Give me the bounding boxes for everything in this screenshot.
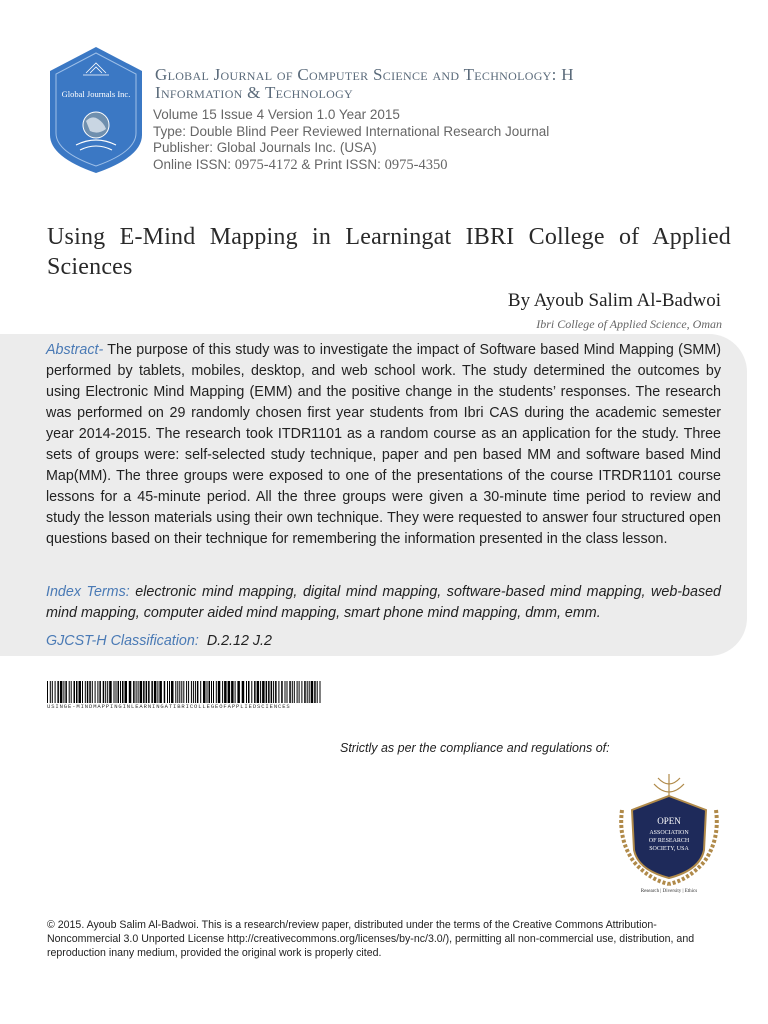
author-name: By Ayoub Salim Al-Badwoi	[507, 290, 721, 311]
barcode-bar	[317, 681, 318, 703]
journal-title-line2: Information & Technology	[155, 83, 353, 102]
journal-title-line1: Global Journal of Computer Science and Technology: H	[155, 65, 574, 84]
barcode-bar	[197, 681, 199, 703]
barcode-bar	[103, 681, 105, 703]
barcode-bar	[294, 681, 295, 703]
barcode-bar	[287, 681, 288, 703]
index-terms-text: electronic mind mapping, digital mind mapping, software-based mind mapping, web-based mind mapping, computer aided mind mapping, smart phone mind mapping, dmm, emm.	[46, 584, 721, 621]
barcode-bar	[271, 681, 273, 703]
journal-title	[155, 66, 574, 102]
barcode-bar	[301, 681, 302, 703]
barcode-bar	[281, 681, 283, 703]
barcode-bar	[320, 681, 321, 703]
barcode-bar	[136, 681, 137, 703]
issn-print-label: & Print ISSN:	[297, 156, 385, 172]
seal-line2: ASSOCIATION	[649, 830, 689, 836]
index-terms	[46, 582, 721, 624]
barcode-bar	[169, 681, 170, 703]
barcode-bar	[138, 681, 139, 703]
barcode-bar	[228, 681, 231, 703]
barcode-bar	[133, 681, 135, 703]
barcode-bar	[146, 681, 148, 703]
oars-seal	[614, 770, 724, 894]
barcode-bar	[50, 681, 51, 703]
barcode-bar	[181, 681, 182, 703]
barcode-bar	[231, 681, 234, 703]
barcode-bar	[297, 681, 298, 703]
publisher-info: Publisher: Global Journals Inc. (USA)	[153, 140, 377, 155]
barcode-bar	[57, 681, 59, 703]
barcode-bar	[129, 681, 132, 703]
barcode-bar	[65, 681, 67, 703]
barcode-bar	[107, 681, 108, 703]
logo-text: Global Journals Inc.	[61, 89, 131, 99]
barcode-bar	[109, 681, 112, 703]
barcode-bar	[191, 681, 192, 703]
journal-meta	[153, 107, 549, 173]
barcode-bar	[251, 681, 252, 703]
barcode-bar	[87, 681, 89, 703]
abstract-text: The purpose of this study was to investigate the impact of Software based Mind Mapping (SMM) performed by tablets, mobiles, desktop, and web school work. The study determined the outcomes by using Electronic Mind Mapping (EMM) and the positive change in the students’ responses. The research was performed on 29 randomly chosen first year students from Ibri CAS during the academic semester year 2014-2015. The research took ITDR1101 as a random course as an application for the study. Three sets of groups were: self-selected study technique, paper and pen based MM and software based Mind Map(MM). The three groups were exposed to one of the presentations of the course ITRDR1101 course lessons for a 45-minute period. All the three groups were given a 30-minute time period to review and study the lesson materials using their own technique. They were requested to answer four structured open questions based on their technique for remembering the information presented in the class lesson.	[46, 342, 721, 547]
barcode-bar	[52, 681, 53, 703]
barcode-bar	[266, 681, 268, 703]
barcode-bar	[273, 681, 274, 703]
abstract	[46, 340, 721, 550]
classification-value: D.2.12 J.2	[206, 633, 272, 649]
barcode-bar	[175, 681, 176, 703]
barcode-bar	[99, 681, 101, 703]
barcode-bar	[47, 681, 48, 703]
barcode-bar	[82, 681, 83, 703]
journal-type: Type: Double Blind Peer Reviewed International Research Journal	[153, 123, 550, 139]
barcode-bar	[148, 681, 150, 703]
barcode-bar	[167, 681, 168, 703]
barcode-bar	[125, 681, 128, 703]
barcode-bar	[275, 681, 277, 703]
barcode-bar	[195, 681, 196, 703]
barcode-bar	[246, 681, 247, 703]
barcode-bar	[188, 681, 189, 703]
barcode-bar	[311, 681, 314, 703]
barcode-bar	[262, 681, 265, 703]
barcode-bar	[209, 681, 211, 703]
issn-print: 0975-4350	[384, 156, 448, 173]
seal-line3: OF RESEARCH	[648, 838, 690, 844]
barcode-bar	[79, 681, 82, 703]
barcode-bar	[289, 681, 291, 703]
barcode-bar	[260, 681, 261, 703]
author-affiliation: Ibri College of Applied Science, Oman	[536, 317, 722, 331]
paper-title: Using E-Mind Mapping in Learningat IBRI College of Applied Sciences	[47, 224, 731, 280]
barcode-bar	[218, 681, 221, 703]
barcode-bar	[285, 681, 286, 703]
barcode-bar	[76, 681, 78, 703]
barcode-bar	[60, 681, 63, 703]
barcode-bar	[314, 681, 316, 703]
barcode-bar	[304, 681, 306, 703]
barcode-bar	[307, 681, 308, 703]
barcode-bar	[105, 681, 106, 703]
barcode-bar	[207, 681, 208, 703]
barcode-bar	[222, 681, 223, 703]
barcode-bar	[171, 681, 174, 703]
index-terms-label: Index Terms:	[46, 584, 130, 600]
barcode-bar	[186, 681, 187, 703]
barcode-bar	[97, 681, 98, 703]
barcode-bar	[193, 681, 194, 703]
seal-line4: SOCIETY, USA	[649, 846, 689, 852]
barcode-text: USINGE-MINDMAPPINGINLEARNINGATIBRICOLLEGEOFAPPLIEDSCIENCES	[47, 703, 291, 710]
barcode-bar	[200, 681, 201, 703]
barcode-bar	[71, 681, 72, 703]
barcode-bar	[299, 681, 300, 703]
barcode-bar	[159, 681, 162, 703]
barcode-bar	[268, 681, 270, 703]
barcode-bar	[63, 681, 64, 703]
barcode-bar	[203, 681, 206, 703]
barcode-bar	[122, 681, 124, 703]
barcode-bar	[237, 681, 240, 703]
barcode-bar	[235, 681, 236, 703]
barcode-bar	[254, 681, 256, 703]
barcode-bar	[85, 681, 86, 703]
barcode-bar	[278, 681, 279, 703]
issn-online-label: Online ISSN:	[153, 156, 235, 172]
issn-online: 0975-4172	[234, 156, 298, 173]
barcode-bar	[116, 681, 117, 703]
barcode-bar	[179, 681, 180, 703]
barcode-bar	[177, 681, 178, 703]
barcode-bar	[69, 681, 70, 703]
barcode-bar	[157, 681, 158, 703]
barcode-bar	[154, 681, 157, 703]
volume-info: Volume 15 Issue 4 Version 1.0 Year 2015	[153, 107, 400, 122]
barcode-bar	[224, 681, 227, 703]
classification-label: GJCST-H Classification:	[46, 633, 199, 649]
barcode-bar	[120, 681, 121, 703]
compliance-text: Strictly as per the compliance and regulations of:	[340, 741, 610, 755]
barcode-bar	[118, 681, 120, 703]
barcode-bar	[309, 681, 310, 703]
barcode-bar	[151, 681, 153, 703]
barcode-bar	[140, 681, 143, 703]
barcode-bar	[95, 681, 96, 703]
seal-line1: OPEN	[657, 816, 681, 826]
barcode-bar	[114, 681, 115, 703]
barcode-bar	[55, 681, 56, 703]
abstract-label: Abstract-	[46, 342, 104, 358]
classification	[46, 633, 272, 649]
seal-motto: Research | Diversity | Ethics	[640, 889, 698, 894]
barcode-bar	[248, 681, 250, 703]
global-journals-logo	[48, 45, 144, 175]
license-text: © 2015. Ayoub Salim Al-Badwoi. This is a research/review paper, distributed under the terms of the Creative Commons Attribution-Noncommercial 3.0 Unported License http://creativecommons.org/licenses/by-nc/3.0/), permitting all non-commercial use, distribution, and reproduction inany medium, provided the original work is properly cited.	[47, 919, 695, 959]
barcode-bar	[92, 681, 93, 703]
barcode-bar	[242, 681, 245, 703]
barcode-bar	[183, 681, 184, 703]
barcode-bar	[143, 681, 145, 703]
barcode-bar	[292, 681, 293, 703]
barcode-bar	[257, 681, 260, 703]
barcode-bar	[213, 681, 214, 703]
barcode-bar	[89, 681, 91, 703]
barcode-bar	[211, 681, 212, 703]
barcode-bar	[74, 681, 76, 703]
barcode-bar	[216, 681, 217, 703]
barcode-bar	[164, 681, 166, 703]
issn-info	[153, 157, 549, 174]
